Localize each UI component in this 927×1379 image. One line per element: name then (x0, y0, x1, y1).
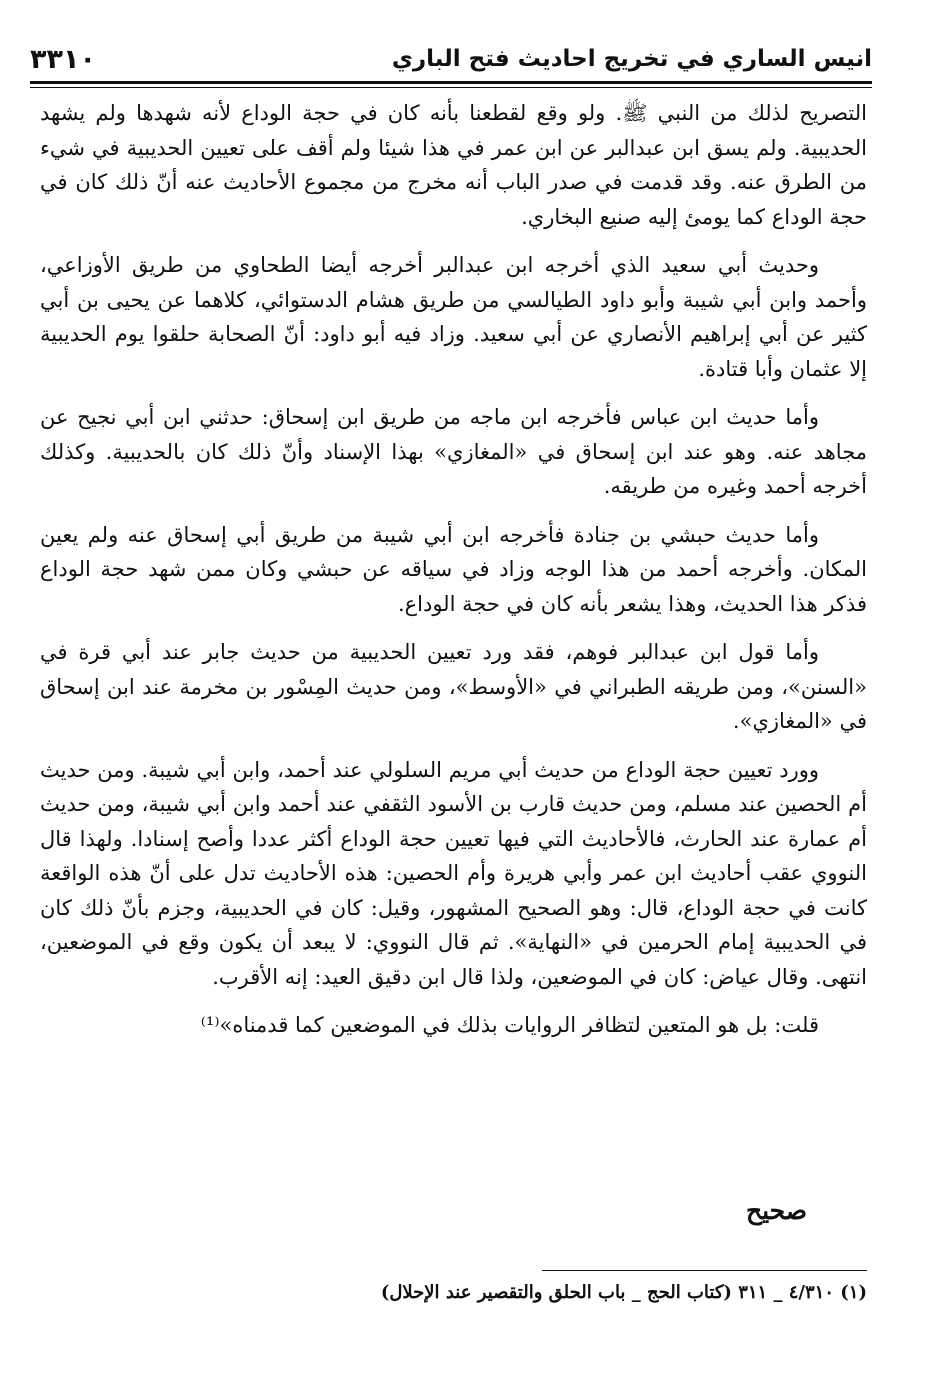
paragraph (40, 753, 867, 995)
header-rule-thin (30, 87, 872, 88)
running-title: انيس الساري في تخريج احاديث فتح الباري (391, 46, 872, 72)
paragraph-text: وحديث أبي سعيد الذي أخرجه ابن عبدالبر أخرجه أيضا الطحاوي من طريق الأوزاعي، وأحمد وابن أبي شيبة وأبو داود الطيالسي من طريق هشام الدستوائي، كلاهما عن يحيى بن أبي كثير عن أبي إبراهيم الأنصاري عن أبي سعيد. وزاد فيه أبو داود: أنّ الصحابة حلقوا يوم الحديبية إلا عثمان وأبا قتادة. (40, 253, 867, 381)
paragraph-text: وأما حديث حبشي بن جنادة فأخرجه ابن أبي شيبة من طريق أبي إسحاق عنه ولم يعين المكان. وأخرجه أحمد من هذا الوجه وزاد في سياقه عن حبشي وكان ممن شهد حجة الوداع فذكر هذا الحديث، وهذا يشعر بأنه كان في حجة الوداع. (40, 522, 867, 616)
paragraph (40, 518, 867, 622)
paragraph (40, 96, 867, 234)
main-text (40, 96, 867, 1057)
verdict-label: صحيح (745, 1196, 807, 1225)
paragraph (40, 248, 867, 386)
footnote-rule (542, 1270, 867, 1271)
paragraph-text: وأما حديث ابن عباس فأخرجه ابن ماجه من طريق ابن إسحاق: حدثني ابن أبي نجيح عن مجاهد عنه. وهو عند ابن إسحاق في «المغازي» بهذا الإسناد وأنّ ذلك كان بالحديبية. وكذلك أخرجه أحمد وغيره من طريقه. (40, 405, 867, 498)
page-header (30, 38, 872, 80)
paragraph (40, 1008, 867, 1043)
paragraph (40, 635, 867, 739)
paragraph-text: قلت: بل هو المتعين لتظافر الروايات بذلك في الموضعين كما قدمناه»⁽¹⁾ (200, 1013, 819, 1037)
paragraph-text: وورد تعيين حجة الوداع من حديث أبي مريم السلولي عند أحمد، وابن أبي شيبة. ومن حديث أم الحصين عند مسلم، ومن حديث قارب بن الأسود الثقفي عند أحمد وابن أبي شيبة، ومن حديث أم عمارة عند الحارث، فالأحاديث التي فيها تعيين حجة الوداع أكثر عددا وأصح إسنادا. ولهذا قال النووي عقب أحاديث ابن عمر وأبي هريرة وأم الحصين: هذه الأحاديث تدل على أنّ هذه الواقعة كانت في حجة الوداع، قال: وهو الصحيح المشهور، وقيل: كان في الحديبية، وجزم بأنّ ذلك كان في الحديبية إمام الحرمين في «النهاية». ثم قال النووي: لا يبعد أن يكون وقع في الموضعين، انتهى. وقال عياض: كان في الموضعين، ولذا قال ابن دقيق العيد: إنه الأقرب. (40, 757, 867, 989)
paragraph (40, 400, 867, 504)
page-number: ٣٣١٠ (30, 43, 96, 75)
paragraph-text: وأما قول ابن عبدالبر فوهم، فقد ورد تعيين الحديبية من حديث جابر عند أبي قرة في «السنن»، ومن طريقه الطبراني في «الأوسط»، ومن حديث المِسْور بن مخرمة عند ابن إسحاق في «المغازي». (40, 640, 867, 733)
header-rule-thick (30, 81, 872, 84)
footnote: (١) ٤/٣١٠ _ ٣١١ (كتاب الحج _ باب الحلق والتقصير عند الإحلال) (380, 1282, 867, 1303)
paragraph-text: التصريح لذلك من النبي ﷺ. ولو وقع لقطعنا بأنه كان في حجة الوداع لأنه شهدها ولم يشهد الحديبية. ولم يسق ابن عبدالبر عن ابن عمر في هذا شيئا ولم أقف على تعيين الحديبية في شيء من الطرق عنه. وقد قدمت في صدر الباب أنه مخرج من مجموع الأحاديث عنه أنّ ذلك كان في حجة الوداع كما يومئ إليه صنيع البخاري. (40, 101, 867, 229)
